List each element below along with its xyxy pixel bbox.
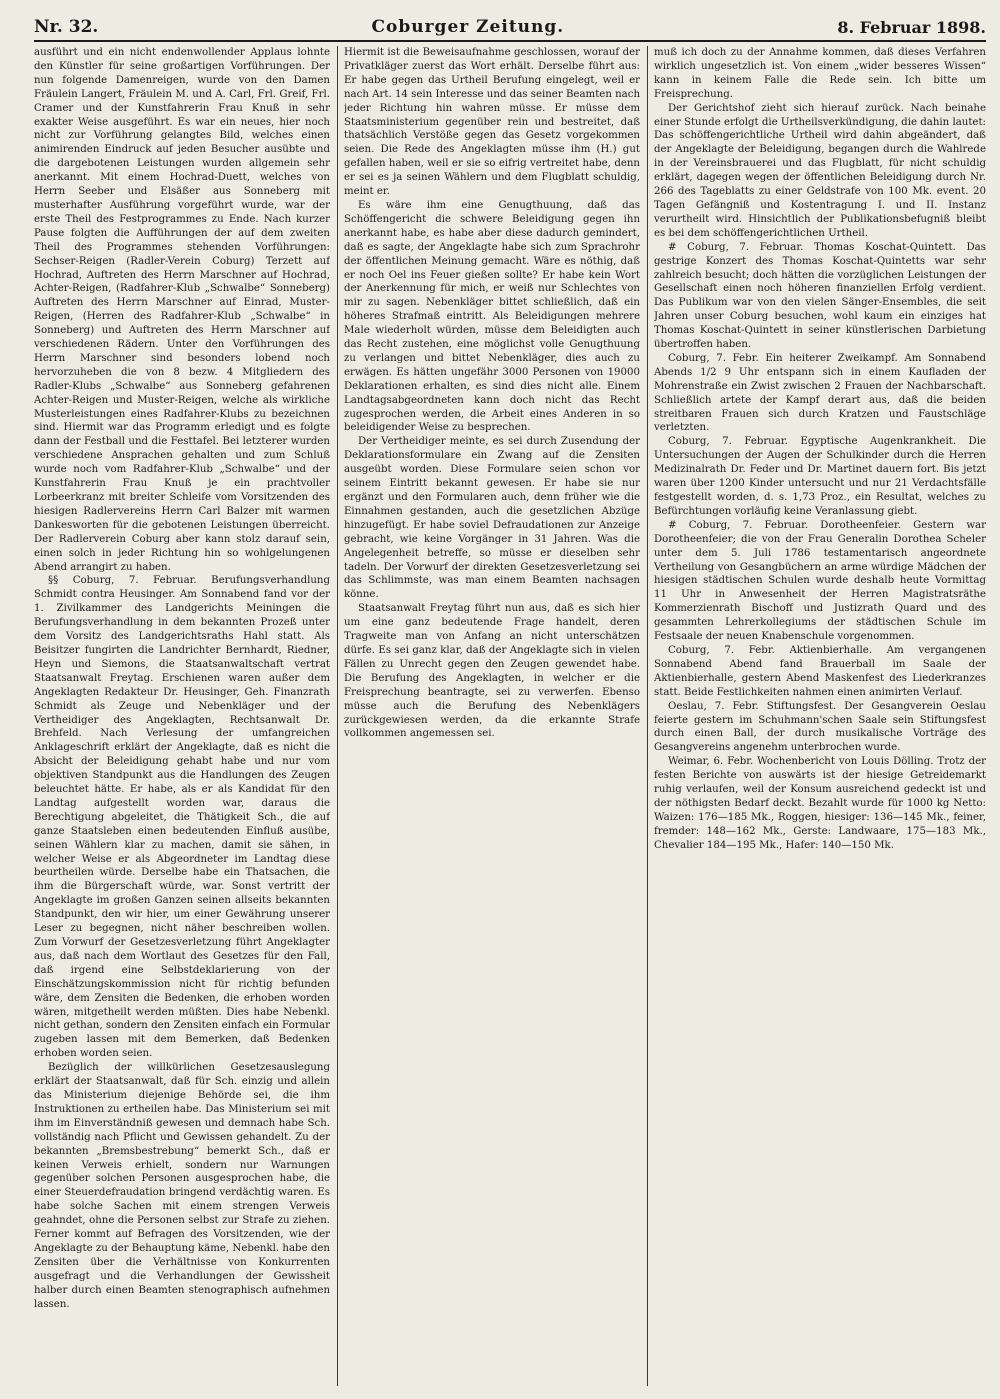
article-paragraph: §§ Coburg, 7. Februar. Berufungsverhandlung Schmidt contra Heusinger. Am Sonnabend fand vor der 1. Zivilkammer des Landgerichts Meiningen die Berufungsverhandlung in dem bekannten Prozeß unter dem Vorsitz des Landgerichtsraths Hahl statt. Als Beisitzer fungirten die Landrichter Bernhardt, Riedner, Heyn und Siemons, die Staatsanwaltschaft vertrat Staatsanwalt Freytag. Erschienen waren außer dem Angeklagten Redakteur Dr. Heusinger, Geh. Finanzrath Schmidt als Zeuge und Nebenkläger und der Vertheidiger des Angeklagten, Rechtsanwalt Dr. Brehfeld. Nach Verlesung der umfangreichen Anklageschrift erklärt der Angeklagte, daß es nicht die Absicht der Beleidigung gehabt habe und nur vom objektiven Standpunkt aus die Handlungen des Zeugen beleuchtet hätte. Er habe, als er als Kandidat für den Landtag aufgestellt worden war, daraus die Berechtigung abgeleitet, die Thätigkeit Sch., die auf ganze Staatsleben einen bedeutenden Einfluß ausübe, seinen Wählern klar zu machen, damit sie sähen, in welcher Weise er als Abgeordneter im Landtag diese beurtheilen würde. Derselbe habe ein Thatsachen, die ihm die Bürgerschaft würde, war. Sonst vertritt der Angeklagte im großen Ganzen seinen allseits bekannten Standpunkt, den wir hier, um einer Gewährung unserer Leser zu begegnen, nicht näher beschreiben wollen. Zum Vorwurf der Gesetzesverletzung führt Angeklagter aus, daß nach dem Wortlaut des Gesetzes für den Fall, daß irgend eine Selbstdeklarierung von der Einschätzungskommission nicht für richtig befunden wäre, dem Zensiten die Bedenken, die erhoben worden wären, mitgetheilt werden müßten. Dies habe Nebenkl. nicht gethan, sondern den Zensiten einfach ein Formular zugeben lassen mit dem Bemerken, daß Bedenken erhoben worden seien.: [34, 575, 330, 1060]
article-paragraph: Coburg, 7. Februar. Egyptische Augenkrankheit. Die Untersuchungen der Augen der Schulkinder durch die Herren Medizinalrath Dr. Feder und Dr. Martinet dauern fort. Bis jetzt waren über 1200 Kinder untersucht und nur 21 Verdachtsfälle festgestellt worden, d. s. 1,73 Proz., ein Resultat, welches zu Befürchtungen vorläufig keine Veranlassung giebt.: [654, 436, 986, 517]
article-paragraph: Coburg, 7. Febr. Aktienbierhalle. Am vergangenen Sonnabend Abend fand Brauerball im Saale der Aktienbierhalle, gestern Abend Maskenfest des Liederkranzes statt. Beide Festlichkeiten nahmen einen animirten Verlauf.: [654, 644, 986, 698]
article-paragraph: ausführt und ein nicht endenwollender Applaus lohnte den Künstler für seine großartigen Vorführungen. Der nun folgende Damenreigen, wurde von den Damen Fräulein Langert, Fräulein M. und A. Carl, Frl. Greif, Frl. Cramer und der Kunstfahrerin Frau Knuß in sehr exakter Weise ausgeführt. Es war ein neues, hier noch nicht zur Vorführung gelangtes Bild, welches einen animirenden Eindruck auf jeden Besucher ausübte und die dargebotenen Leistungen wurden allgemein sehr anerkannt. Mit einem Hochrad-Duett, welches von Herrn Seeber und Elsäßer aus Sonneberg mit musterhafter Ausführung vorgeführt wurde, war der erste Theil des Festprogrammes zu Ende. Nach kurzer Pause folgten die Aufführungen der auf dem zweiten Theil des Programmes stehenden Vorführungen: Sechser-Reigen (Radler-Verein Coburg) Terzett auf Hochrad, Auftreten des Herrn Marschner auf Hochrad, Achter-Reigen, (Radfahrer-Klub „Schwalbe“ Sonneberg) Auftreten des Herrn Marschner auf Einrad, Muster-Reigen, (Herren des Radfahrer-Klub „Schwalbe“ in Sonneberg) und Auftreten des Herrn Marschner auf verschiedenen Rädern. Unter den Vorführungen des Herrn Marschner sind besonders lobend noch hervorzuheben die von 8 bezw. 4 Mitgliedern des Radler-Klubs „Schwalbe“ aus Sonneberg gefahrenen Achter-Reigen und Muster-Reigen, welche als wirkliche Musterleistungen eines Radfahrer-Klubs zu bezeichnen sind. Hiermit war das Programm erledigt und es folgte dann der Festball und die Festtafel. Bei letzterer wurden verschiedene Ansprachen gehalten und zum Schluß wurde noch vom Radfahrer-Klub „Schwalbe“ und der Kunstfahrerin Frau Knuß je ein prachtvoller Lorbeerkranz mit breiter Schleife vom Vorsitzenden des hiesigen Radlervereins Herrn Carl Balzer mit warmen Dankesworten für die gebotenen Leistungen überreicht. Der Radlerverein Coburg aber kann stolz darauf sein, einen solch in jeder Richtung hin so wohlgelungenen Abend arrangirt zu haben.: [34, 47, 330, 573]
article-paragraph: Coburg, 7. Febr. Ein heiterer Zweikampf. Am Sonnabend Abends 1/2 9 Uhr entspann sich in einem Kaufladen der Mohrenstraße ein Zwist zwischen 2 Frauen der Nachbarschaft. Schließlich artete der Kampf derart aus, daß die beiden streitbaren Frauen sich durch Kratzen und Faustschläge verletzten.: [654, 352, 986, 434]
column-3: [654, 46, 986, 1386]
article-paragraph: Weimar, 6. Febr. Wochenbericht von Louis Dölling. Trotz der festen Berichte von auswärts ist der hiesige Getreidemarkt ruhig verlaufen, weil der Konsum ausreichend gedeckt ist und der nöthigsten Bedarf deckt. Bezahlt wurde für 1000 kg Netto: Waizen: 176—185 Mk., Roggen, hiesiger: 136—145 Mk., feiner, fremder: 148—162 Mk., Gerste: Landwaare, 175—183 Mk., Chevalier 184—195 Mk., Hafer: 140—150 Mk.: [654, 756, 986, 851]
article-paragraph: muß ich doch zu der Annahme kommen, daß dieses Verfahren wirklich ungesetzlich ist. Von einem „wider besseres Wissen“ kann in keinem Falle die Rede sein. Ich bitte um Freisprechung.: [654, 47, 986, 100]
column-divider: [647, 46, 648, 1386]
issue-date: 8. Februar 1898.: [837, 17, 986, 37]
article-paragraph: Bezüglich der willkürlichen Gesetzesauslegung erklärt der Staatsanwalt, daß für Sch. einzig und allein das Ministerium diejenige Behörde sei, die ihm Instruktionen zu ertheilen habe. Das Ministerium sei mit ihm im Einverständniß gewesen und demnach habe Sch. vollständig nach Pflicht und Gewissen gehandelt. Zu der bekannten „Bremsbestrebung“ bemerkt Sch., daß er keinen Verweis erhielt, sondern nur Warnungen gegenüber solchen Personen ausgesprochen habe, die einer Steuerdefraudation bringend verdächtig waren. Es habe solche Sachen mit einem strengen Verweis geahndet, ohne die Personen selbst zur Strafe zu ziehen. Ferner kommt auf Befragen des Vorsitzenden, wie der Angeklagte zu der Behauptung käme, Nebenkl. habe den Zensiten über die Verhältnisse von Konkurrenten ausgefragt und die Verhandlungen der Gewissheit halber durch einen Beamten stenographisch aufnehmen lassen.: [34, 1062, 330, 1310]
newspaper-title: Coburger Zeitung.: [371, 17, 565, 37]
article-paragraph: Der Gerichtshof zieht sich hierauf zurück. Nach beinahe einer Stunde erfolgt die Urtheilsverkündigung, die dahin lautet: Das schöffengerichtliche Urtheil wird dahin abgeändert, daß der Angeklagte der Beleidigung, begangen durch die Wahlrede in der Vereinsbrauerei und das Flugblatt, für nicht schuldig erklärt, dagegen wegen der öffentlichen Beleidigung durch Nr. 266 des Tageblatts zu einer Geldstrafe von 100 Mk. event. 20 Tagen Gefängniß und Kostentragung I. und II. Instanz verurtheilt wird. Hinsichtlich der Publikationsbefugniß bleibt es bei dem schöffengerichtlichen Urtheil.: [654, 102, 986, 239]
column-divider: [337, 46, 338, 1386]
issue-number: Nr. 32.: [34, 17, 99, 37]
article-paragraph: # Coburg, 7. Februar. Thomas Koschat-Quintett. Das gestrige Konzert des Thomas Koschat-Quintetts war sehr zahlreich besucht; doch hätten die vorzüglichen Leistungen der Gesellschaft einen noch höheren finanziellen Erfolg verdient. Das Publikum war von den vielen Sänger-Ensembles, die seit Jahren unser Coburg besuchen, wohl kaum ein einziges hat Thomas Koschat-Quintett in seiner künstlerischen Darbietung übertroffen haben.: [654, 241, 986, 351]
article-paragraph: Hiermit ist die Beweisaufnahme geschlossen, worauf der Privatkläger zuerst das Wort erhält. Derselbe führt aus: Er habe gegen das Urtheil Berufung eingelegt, weil er nach Art. 14 sein Interesse und das seiner Beamten nach jeder Richtung hin wahren müsse. Er müsse dem Staatsministerium gegenüber rein und bestreitet, daß thatsächlich Verstöße gegen das Gesetz vorgekommen seien. Die Rede des Angeklagten müsse ihm (H.) gut gefallen haben, weil er sie so eifrig vertreitet habe, denn er sei es ja seinen Wählern und dem Flugblatt schuldig, meint er.: [344, 47, 640, 198]
column-1: [34, 46, 330, 1386]
article-paragraph: Es wäre ihm eine Genugthuung, daß das Schöffengericht die schwere Beleidigung gegen ihn anerkannt habe, es habe aber diese dadurch gemindert, daß es sagte, der Angeklagte habe sich zum Sprachrohr der öffentlichen Meinung gemacht. Wäre es nöthig, daß er noch Oel ins Feuer gießen sollte? Er habe kein Wort der Anerkennung für mich, er weiß nur Schlechtes von mir zu sagen. Nebenkläger bittet schließlich, daß ein höheres Strafmaß eintritt. Als Beleidigungen mehrere Male wiederholt würden, müsse dem Beleidigten auch das Recht zustehen, eine möglichst volle Genugthuung zu verlangen und bittet Nebenkläger, dies auch zu erwägen. Es hätten ungefähr 3000 Personen von 19000 Deklarationen erhalten, es sind dies nicht alle. Einem Landtagsabgeordneten kann doch nicht das Recht zugesprochen werden, die Arbeit eines Anderen in so beleidigender Weise zu besprechen.: [344, 199, 640, 434]
column-2: [344, 46, 640, 1386]
article-paragraph: Staatsanwalt Freytag führt nun aus, daß es sich hier um eine ganz bedeutende Frage handelt, deren Tragweite man von Anfang an nicht unterschätzen dürfe. Es sei ganz klar, daß der Angeklagte sich in vielen Fällen zu Unrecht gegen den Zeugen gewendet habe. Die Berufung des Angeklagten, in welcher er die Freisprechung beantragte, sei zu verwerfen. Ebenso müsse auch die Berufung des Nebenklägers zurückgewiesen werden, da die erkannte Strafe vollkommen angemessen sei.: [344, 603, 640, 740]
article-paragraph: Der Vertheidiger meinte, es sei durch Zusendung der Deklarationsformulare ein Zwang auf die Zensiten ausgeübt worden. Diese Formulare seien schon vor seinem Eintritt bekannt gewesen. Er habe sie nur ergänzt und den Formularen auch, denn früher wie die Einnahmen gestanden, auch die gesetzlichen Abzüge hinzugefügt. Er habe soviel Defraudationen zur Anzeige gebracht, wie keine Vorgänger in 31 Jahren. Was die Angelegenheit betreffe, so müsse er dieselben sehr tadeln. Der Vorwurf der direkten Gesetzesverletzung sei das Schlimmste, was man einem Beamten nachsagen könne.: [344, 436, 640, 601]
article-paragraph: Oeslau, 7. Febr. Stiftungsfest. Der Gesangverein Oeslau feierte gestern im Schuhmann'schen Saale sein Stiftungsfest durch einen Ball, der durch musikalische Vorträge des Gesangvereins angenehm unterbrochen wurde.: [654, 700, 986, 754]
page-header: [34, 14, 986, 42]
article-paragraph: # Coburg, 7. Februar. Dorotheenfeier. Gestern war Dorotheenfeier; die von der Frau Generalin Dorothea Scheler unter dem 5. Juli 1786 testamentarisch angeordnete Vertheilung von Gesangbüchern an arme würdige Mädchen der hiesigen städtischen Schulen wurde deshalb heute Vormittag 11 Uhr in Anwesenheit der Herren Magistratsräthe Kommerzienrath Bischoff und Justizrath Quard und des gesammten Lehrerkollegiums der städtischen Schule im Festsaale der neuen Knabenschule vorgenommen.: [654, 519, 986, 643]
